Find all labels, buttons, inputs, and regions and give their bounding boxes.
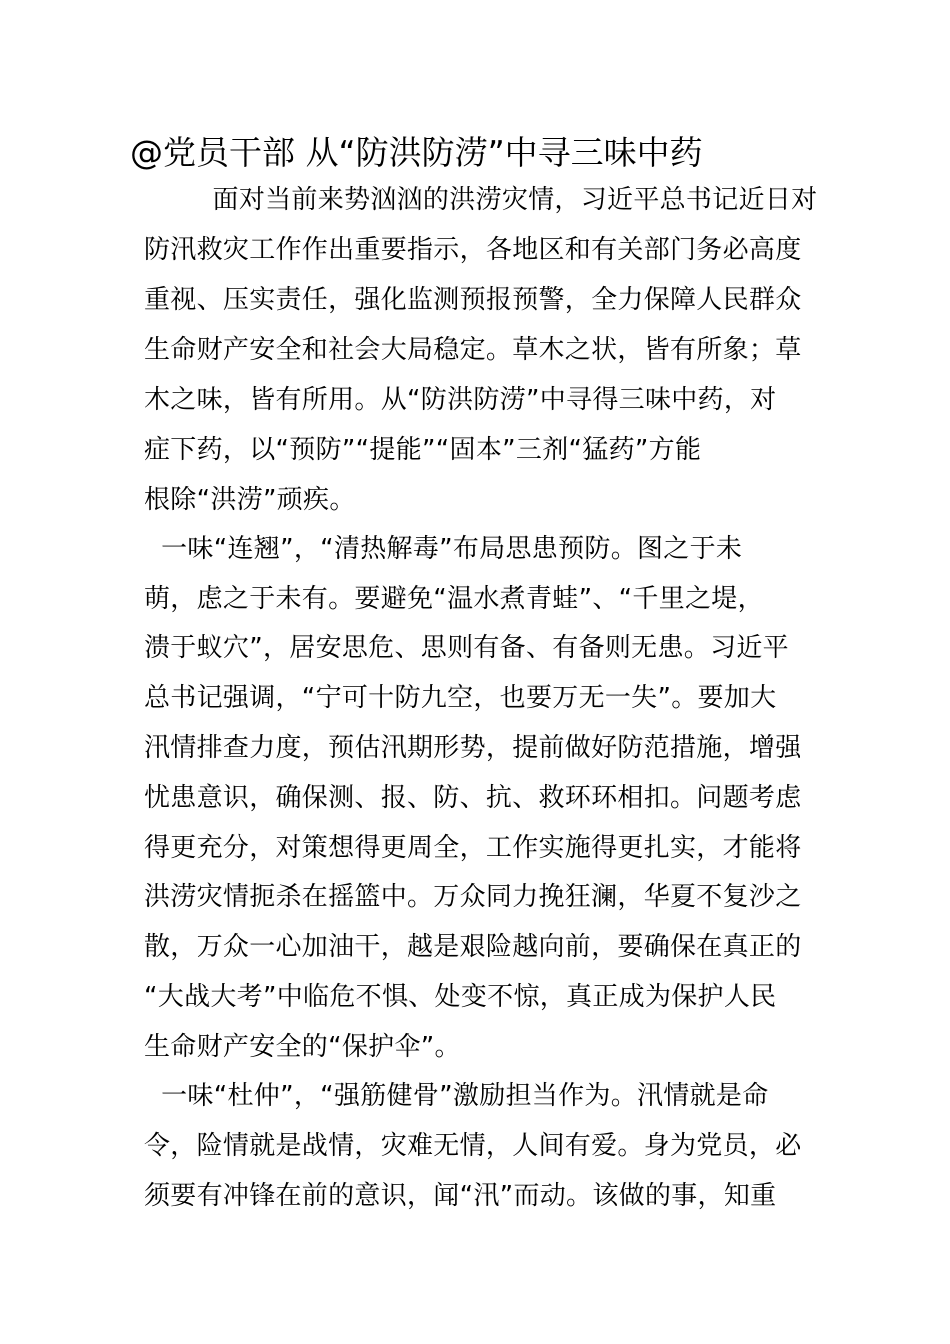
paragraph-line: 一味“连翘”，“清热解毒”布局思患预防。图之于未 <box>144 534 743 564</box>
paragraph-line: “大战大考”中临危不惧、处变不惊，真正成为保护人民 <box>144 982 777 1012</box>
paragraph-line: 洪涝灾情扼杀在摇篮中。万众同力挽狂澜，华夏不复沙之 <box>144 882 802 912</box>
document-title: @党员干部 从“防洪防涝”中寻三味中药 <box>130 133 703 172</box>
paragraph-line: 症下药，以“预防”“提能”“固本”三剂“猛药”方能 <box>144 435 702 465</box>
paragraph-line: 生命财产安全和社会大局稳定。草木之状，皆有所象；草 <box>144 335 802 365</box>
paragraph-line: 生命财产安全的“保护伞”。 <box>144 1032 461 1062</box>
paragraph-line: 得更充分，对策想得更周全，工作实施得更扎实，才能将 <box>144 833 802 863</box>
paragraph-line: 散，万众一心加油干，越是艰险越向前，要确保在真正的 <box>144 932 802 962</box>
paragraph-line: 一味“杜仲”，“强筋健骨”激励担当作为。汛情就是命 <box>144 1081 769 1111</box>
paragraph-line: 溃于蚁穴”，居安思危、思则有备、有备则无患。习近平 <box>144 633 789 663</box>
paragraph-line: 须要有冲锋在前的意识，闻“汛”而动。该做的事，知重 <box>144 1181 777 1211</box>
paragraph-line: 木之味，皆有所用。从“防洪防涝”中寻得三味中药，对 <box>144 385 777 415</box>
paragraph-line: 忧患意识，确保测、报、防、抗、救环环相扣。问题考虑 <box>144 783 802 813</box>
paragraph-line: 根除“洪涝”顽疾。 <box>144 485 356 515</box>
paragraph-line: 萌，虑之于未有。要避免“温水煮青蛙”、“千里之堤， <box>144 584 764 614</box>
paragraph-line: 重视、压实责任，强化监测预报预警，全力保障人民群众 <box>144 285 802 315</box>
paragraph-line: 总书记强调，“宁可十防九空，也要万无一失”。要加大 <box>144 683 777 713</box>
paragraph-line: 令，险情就是战情，灾难无情，人间有爱。身为党员，必 <box>144 1131 802 1161</box>
paragraph-line: 汛情排查力度，预估汛期形势，提前做好防范措施，增强 <box>144 733 802 763</box>
paragraph-line: 面对当前来势汹汹的洪涝灾情，习近平总书记近日对 <box>144 185 818 215</box>
paragraph-line: 防汛救灾工作作出重要指示，各地区和有关部门务必高度 <box>144 235 802 265</box>
